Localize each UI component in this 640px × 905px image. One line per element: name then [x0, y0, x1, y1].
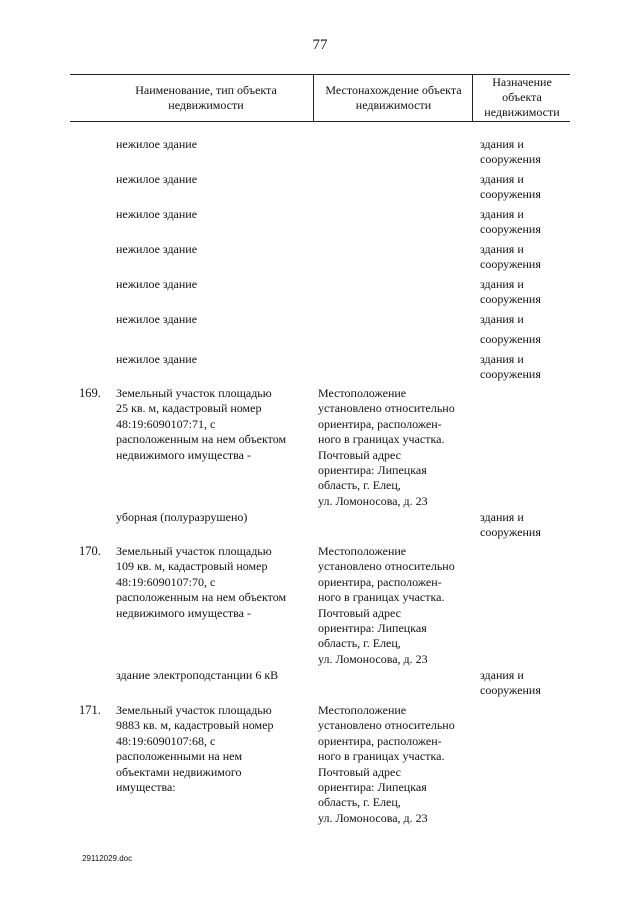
- column-header-location: Местонахождение объекта недвижимости: [325, 83, 462, 112]
- column-header-name: Наименование, тип объекта недвижимости: [135, 83, 277, 112]
- building-purpose: здания и сооружения: [480, 277, 541, 307]
- column-header-purpose: Назначение объекта недвижимости: [484, 75, 560, 119]
- building-purpose: здания и сооружения: [480, 172, 541, 202]
- entry-location: Местоположение установлено относительно ориентира, расположен- ного в границах участка. Почтовый адрес ориентира: Липецкая область, г. Елец, ул. Ломоносова, д. 23: [318, 703, 455, 825]
- building-name: нежилое здание: [116, 242, 198, 256]
- building-name: нежилое здание: [116, 137, 198, 151]
- entry-object-purpose: здания и сооружения: [480, 510, 541, 540]
- table-header-bottom-rule: [70, 121, 570, 122]
- entry-location: Местоположение установлено относительно ориентира, расположен- ного в границах участка. Почтовый адрес ориентира: Липецкая область, г. Елец, ул. Ломоносова, д. 23: [318, 544, 455, 666]
- entry-number: 171.: [79, 703, 101, 717]
- entry-object-purpose: здания и сооружения: [480, 668, 541, 698]
- entry-description: Земельный участок площадью 25 кв. м, кадастровый номер 48:19:6090107:71, с расположенным на нем объектом недвижимого имущества -: [116, 386, 287, 462]
- entry-object: уборная (полуразрушено): [116, 510, 248, 524]
- entry-description: Земельный участок площадью 9883 кв. м, кадастровый номер 48:19:6090107:68, с расположенными на нем объектами недвижимого имущества:: [116, 703, 274, 795]
- entry-number: 169.: [79, 386, 101, 400]
- building-purpose: здания и сооружения: [480, 352, 541, 382]
- page-number: 77: [312, 37, 328, 53]
- building-name: нежилое здание: [116, 277, 198, 291]
- column-separator: [313, 74, 314, 121]
- building-purpose: здания и сооружения: [480, 242, 541, 272]
- document-footer: 29112029.doc: [82, 854, 133, 863]
- entry-number: 170.: [79, 544, 101, 558]
- building-name: нежилое здание: [116, 352, 198, 366]
- entry-location: Местоположение установлено относительно ориентира, расположен- ного в границах участка. Почтовый адрес ориентира: Липецкая область, г. Елец, ул. Ломоносова, д. 23: [318, 386, 455, 508]
- building-purpose: здания и сооружения: [480, 207, 541, 237]
- entry-object: здание электроподстанции 6 кВ: [116, 668, 279, 682]
- building-name: нежилое здание: [116, 207, 198, 221]
- column-separator: [472, 74, 473, 121]
- building-name: нежилое здание: [116, 172, 198, 186]
- building-purpose: здания и сооружения: [480, 137, 541, 167]
- building-name: нежилое здание: [116, 312, 198, 326]
- entry-description: Земельный участок площадью 109 кв. м, кадастровый номер 48:19:6090107:70, с расположенным на нем объектом недвижимого имущества -: [116, 544, 287, 620]
- building-purpose: здания и сооружения: [480, 312, 541, 347]
